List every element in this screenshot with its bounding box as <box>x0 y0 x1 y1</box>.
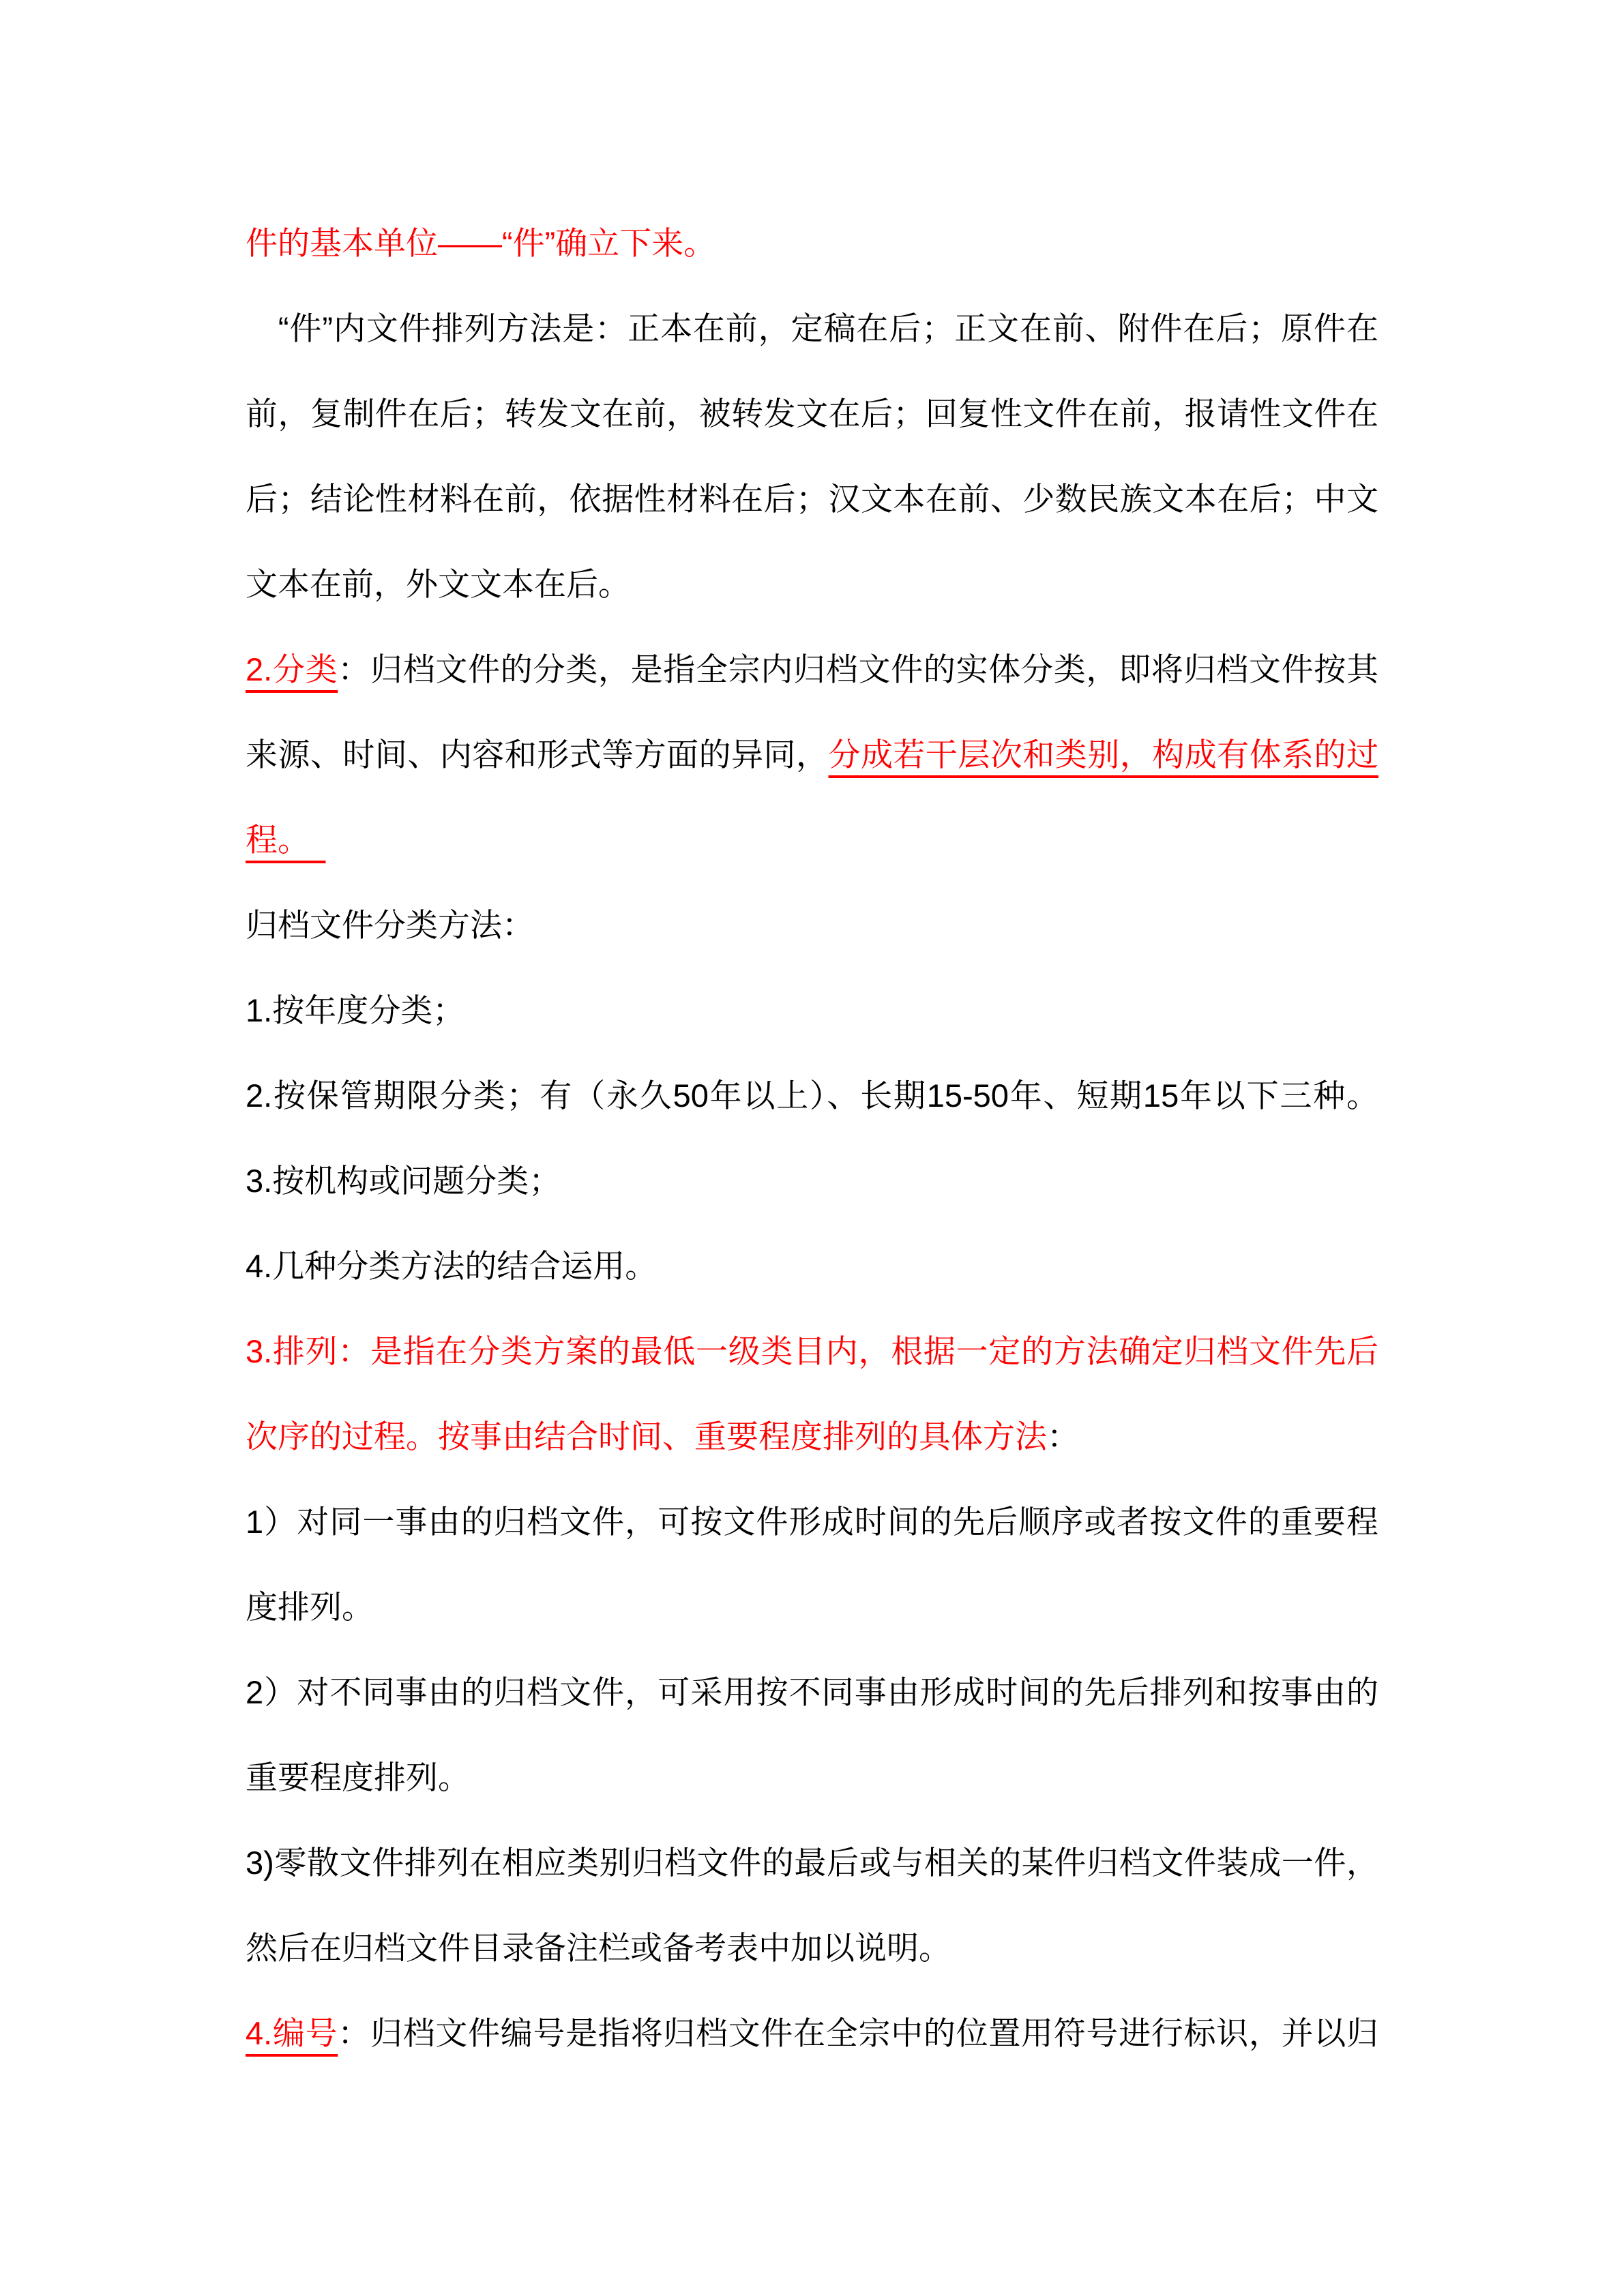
text-line-10 <box>246 968 1378 1053</box>
text-line-12 <box>246 1138 1378 1223</box>
text-segment: 3.按机构或问题分类； <box>246 1163 561 1199</box>
text-segment: 归档文件分类方法： <box>246 907 534 943</box>
text-segment: 2）对不同事由的归档文件，可采用按不同事由形成时间的先后排列和按事由的 <box>246 1674 1378 1710</box>
text-segment: 度排列。 <box>246 1589 374 1625</box>
text-line-18 <box>246 1650 1378 1735</box>
text-line-22 <box>246 1991 1378 2076</box>
text-segment: 4.几种分类方法的结合运用。 <box>246 1248 658 1284</box>
text-line-7 <box>246 712 1378 797</box>
text-segment: 前，复制件在后；转发文在前，被转发文在后；回复性文件在前，报请性文件在 <box>246 396 1378 432</box>
text-line-19 <box>246 1735 1378 1820</box>
text-line-1 <box>246 200 1378 286</box>
text-line-11 <box>246 1053 1378 1138</box>
text-line-2 <box>246 286 1378 371</box>
text-line-16 <box>246 1479 1378 1564</box>
text-line-17 <box>246 1564 1378 1650</box>
text-segment: 3)零散文件排列在相应类别归档文件的最后或与相关的某件归档文件装成一件， <box>246 1845 1378 1881</box>
document-body <box>246 200 1378 2076</box>
text-segment: 后；结论性材料在前，依据性材料在后；汉文本在前、少数民族文本在后；中文 <box>246 481 1378 517</box>
text-line-9 <box>246 882 1378 968</box>
text-line-20 <box>246 1820 1378 1905</box>
text-line-5 <box>246 541 1378 627</box>
text-segment: 1）对同一事由的归档文件，可按文件形成时间的先后顺序或者按文件的重要程 <box>246 1504 1378 1540</box>
text-segment: ： <box>1047 1418 1079 1455</box>
text-segment: 3.排列：是指在分类方案的最低一级类目内，根据一定的方法确定归档文件先后 <box>246 1333 1378 1369</box>
text-line-14 <box>246 1309 1378 1394</box>
highlighted-text-segment: 程。 <box>246 822 326 858</box>
text-segment: 然后在归档文件目录备注栏或备考表中加以说明。 <box>246 1930 951 1966</box>
highlighted-text-segment: 4.编号 <box>246 2015 338 2051</box>
text-segment: 来源、时间、内容和形式等方面的异同， <box>246 736 829 773</box>
highlighted-text-segment: 分成若干层次和类别，构成有体系的过 <box>828 736 1378 773</box>
text-line-6 <box>246 627 1378 712</box>
text-segment: “件”内文件排列方法是：正本在前，定稿在后；正文在前、附件在后；原件在 <box>246 310 1378 346</box>
highlighted-text-segment: 2.分类 <box>246 651 338 687</box>
text-line-3 <box>246 371 1378 456</box>
text-segment: ：归档文件的分类，是指全宗内归档文件的实体分类，即将归档文件按其 <box>338 651 1378 687</box>
text-segment: 重要程度排列。 <box>246 1759 470 1795</box>
text-segment: 1.按年度分类； <box>246 992 465 1028</box>
text-segment: 2.按保管期限分类；有（永久50年以上）、长期15-50年、短期15年以下三种。 <box>246 1077 1378 1114</box>
text-line-8 <box>246 797 1378 882</box>
text-line-21 <box>246 1905 1378 1991</box>
text-line-13 <box>246 1223 1378 1309</box>
text-segment: 次序的过程。按事由结合时间、重要程度排列的具体方法 <box>246 1418 1047 1455</box>
text-segment: ：归档文件编号是指将归档文件在全宗中的位置用符号进行标识，并以归 <box>338 2015 1378 2051</box>
text-line-15 <box>246 1394 1378 1479</box>
text-segment: 文本在前，外文文本在后。 <box>246 566 630 602</box>
text-segment: 件的基本单位——“件”确立下来。 <box>246 225 716 261</box>
text-line-4 <box>246 456 1378 541</box>
